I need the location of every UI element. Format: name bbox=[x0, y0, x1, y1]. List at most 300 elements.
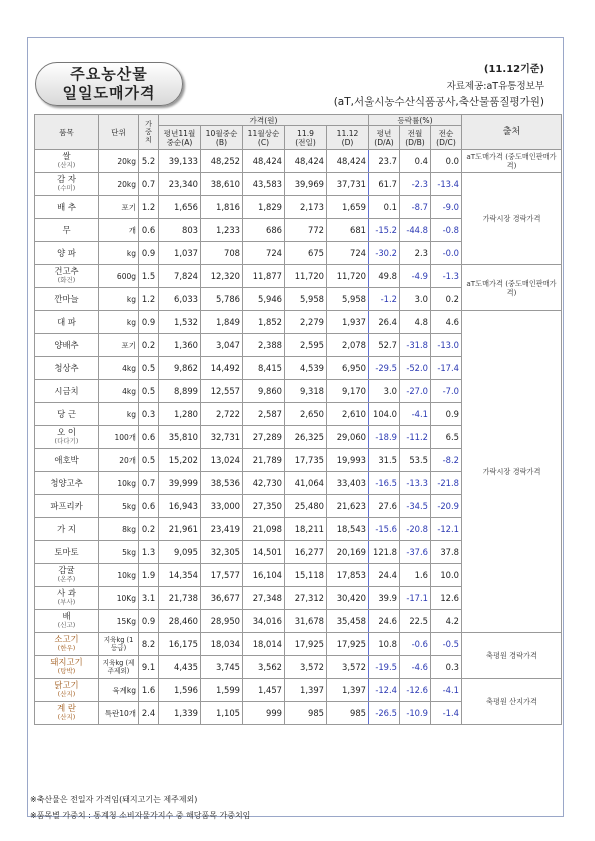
item-name-cell: 당 근 bbox=[35, 403, 99, 426]
rate-cell: 31.5 bbox=[369, 449, 400, 472]
header-price-col: 10월중순 (B) bbox=[201, 126, 243, 150]
rate-cell: -10.9 bbox=[400, 702, 431, 725]
rate-cell: 27.6 bbox=[369, 495, 400, 518]
price-cell: 1,599 bbox=[201, 679, 243, 702]
weight-cell: 3.1 bbox=[139, 587, 159, 610]
table-row bbox=[35, 633, 562, 656]
price-cell: 26,325 bbox=[285, 426, 327, 449]
rate-cell: -21.8 bbox=[431, 472, 462, 495]
price-cell: 1,397 bbox=[327, 679, 369, 702]
source-cell: aT도매가격 (중도매인판매가격) bbox=[462, 265, 562, 311]
unit-cell: 20kg bbox=[99, 150, 139, 173]
rate-cell: 1.6 bbox=[400, 564, 431, 587]
rate-cell: 10.8 bbox=[369, 633, 400, 656]
item-name-cell: 오 이 (다다기) bbox=[35, 426, 99, 449]
price-cell: 803 bbox=[159, 219, 201, 242]
price-cell: 37,731 bbox=[327, 173, 369, 196]
price-cell: 27,348 bbox=[243, 587, 285, 610]
price-cell: 17,853 bbox=[327, 564, 369, 587]
price-cell: 1,659 bbox=[327, 196, 369, 219]
weight-cell: 0.9 bbox=[139, 242, 159, 265]
rate-cell: -29.5 bbox=[369, 357, 400, 380]
rate-cell: 6.5 bbox=[431, 426, 462, 449]
price-cell: 9,860 bbox=[243, 380, 285, 403]
table-row bbox=[35, 311, 562, 334]
footnote-weights: ※품목별 가중치 : 통계청 소비자물가지수 중 해당품목 가중치임 bbox=[30, 811, 251, 820]
report-title-badge bbox=[35, 62, 183, 106]
data-source: 자료제공:aT유통정보부 bbox=[446, 81, 544, 92]
price-cell: 1,849 bbox=[201, 311, 243, 334]
price-cell: 20,169 bbox=[327, 541, 369, 564]
price-cell: 15,202 bbox=[159, 449, 201, 472]
price-cell: 985 bbox=[327, 702, 369, 725]
price-cell: 724 bbox=[327, 242, 369, 265]
price-cell: 39,999 bbox=[159, 472, 201, 495]
item-name-cell: 쌀 (산지) bbox=[35, 150, 99, 173]
header-rate-col: 평년 (D/A) bbox=[369, 126, 400, 150]
rate-cell: -0.6 bbox=[400, 633, 431, 656]
price-cell: 5,946 bbox=[243, 288, 285, 311]
item-name-cell: 감 자 (수미) bbox=[35, 173, 99, 196]
item-name-cell: 청상추 bbox=[35, 357, 99, 380]
rate-cell: 37.8 bbox=[431, 541, 462, 564]
item-name-cell: 대 파 bbox=[35, 311, 99, 334]
price-cell: 686 bbox=[243, 219, 285, 242]
table-row bbox=[35, 150, 562, 173]
price-cell: 8,899 bbox=[159, 380, 201, 403]
price-cell: 1,360 bbox=[159, 334, 201, 357]
data-source-agencies: (aT,서울시농수산식품공사,축산물품질평가원) bbox=[333, 96, 544, 108]
rate-cell: -11.2 bbox=[400, 426, 431, 449]
rate-cell: 24.6 bbox=[369, 610, 400, 633]
rate-cell: -31.8 bbox=[400, 334, 431, 357]
price-cell: 3,572 bbox=[327, 656, 369, 679]
rate-cell: -2.3 bbox=[400, 173, 431, 196]
item-name-cell: 파프리카 bbox=[35, 495, 99, 518]
rate-cell: -12.1 bbox=[431, 518, 462, 541]
unit-cell: 100개 bbox=[99, 426, 139, 449]
rate-cell: -0.8 bbox=[431, 219, 462, 242]
rate-cell: -18.9 bbox=[369, 426, 400, 449]
price-cell: 28,460 bbox=[159, 610, 201, 633]
price-cell: 4,539 bbox=[285, 357, 327, 380]
price-cell: 2,279 bbox=[285, 311, 327, 334]
rate-cell: -15.2 bbox=[369, 219, 400, 242]
unit-cell: 4kg bbox=[99, 357, 139, 380]
price-cell: 11,720 bbox=[285, 265, 327, 288]
rate-cell: 4.2 bbox=[431, 610, 462, 633]
rate-cell: 49.8 bbox=[369, 265, 400, 288]
rate-cell: 12.6 bbox=[431, 587, 462, 610]
price-cell: 708 bbox=[201, 242, 243, 265]
weight-cell: 8.2 bbox=[139, 633, 159, 656]
price-cell: 17,735 bbox=[285, 449, 327, 472]
rate-cell: 39.9 bbox=[369, 587, 400, 610]
price-cell: 28,950 bbox=[201, 610, 243, 633]
unit-cell: 4kg bbox=[99, 380, 139, 403]
price-cell: 16,943 bbox=[159, 495, 201, 518]
price-cell: 48,424 bbox=[285, 150, 327, 173]
price-cell: 25,480 bbox=[285, 495, 327, 518]
header-item: 품목 bbox=[35, 115, 99, 150]
unit-cell: 포기 bbox=[99, 334, 139, 357]
rate-cell: -1.2 bbox=[369, 288, 400, 311]
rate-cell: 0.0 bbox=[431, 150, 462, 173]
rate-cell: 2.3 bbox=[400, 242, 431, 265]
price-cell: 41,064 bbox=[285, 472, 327, 495]
item-name-cell: 애호박 bbox=[35, 449, 99, 472]
price-cell: 999 bbox=[243, 702, 285, 725]
rate-cell: 53.5 bbox=[400, 449, 431, 472]
unit-cell: kg bbox=[99, 311, 139, 334]
item-name-cell: 돼지고기 (탕박) bbox=[35, 656, 99, 679]
price-cell: 675 bbox=[285, 242, 327, 265]
header-price-col: 11.9 (전일) bbox=[285, 126, 327, 150]
unit-cell: 20kg bbox=[99, 173, 139, 196]
rate-cell: 0.9 bbox=[431, 403, 462, 426]
unit-cell: 10kg bbox=[99, 564, 139, 587]
item-name-cell: 배 추 bbox=[35, 196, 99, 219]
price-cell: 23,419 bbox=[201, 518, 243, 541]
price-cell: 985 bbox=[285, 702, 327, 725]
price-cell: 2,173 bbox=[285, 196, 327, 219]
price-cell: 6,033 bbox=[159, 288, 201, 311]
unit-cell: 15Kg bbox=[99, 610, 139, 633]
rate-cell: -30.2 bbox=[369, 242, 400, 265]
price-cell: 5,958 bbox=[285, 288, 327, 311]
price-cell: 18,034 bbox=[201, 633, 243, 656]
price-cell: 1,937 bbox=[327, 311, 369, 334]
rate-cell: -52.0 bbox=[400, 357, 431, 380]
weight-cell: 0.9 bbox=[139, 610, 159, 633]
rate-cell: -4.1 bbox=[431, 679, 462, 702]
weight-cell: 0.6 bbox=[139, 426, 159, 449]
weight-cell: 0.6 bbox=[139, 219, 159, 242]
weight-cell: 1.2 bbox=[139, 288, 159, 311]
header-weight: 가중치 bbox=[139, 115, 159, 150]
price-cell: 27,350 bbox=[243, 495, 285, 518]
price-cell: 21,738 bbox=[159, 587, 201, 610]
price-cell: 30,420 bbox=[327, 587, 369, 610]
price-cell: 2,587 bbox=[243, 403, 285, 426]
price-cell: 11,720 bbox=[327, 265, 369, 288]
rate-cell: 26.4 bbox=[369, 311, 400, 334]
unit-cell: 5kg bbox=[99, 495, 139, 518]
price-cell: 2,610 bbox=[327, 403, 369, 426]
price-cell: 36,677 bbox=[201, 587, 243, 610]
header-rate-col: 전월 (D/B) bbox=[400, 126, 431, 150]
price-cell: 6,950 bbox=[327, 357, 369, 380]
unit-cell: 개 bbox=[99, 219, 139, 242]
unit-cell: 특란10개 bbox=[99, 702, 139, 725]
unit-cell: 8kg bbox=[99, 518, 139, 541]
source-cell: aT도매가격 (중도매인판매가격) bbox=[462, 150, 562, 173]
price-cell: 3,562 bbox=[243, 656, 285, 679]
price-cell: 724 bbox=[243, 242, 285, 265]
rate-cell: 52.7 bbox=[369, 334, 400, 357]
header-price-col: 11.12 (D) bbox=[327, 126, 369, 150]
price-cell: 1,596 bbox=[159, 679, 201, 702]
price-cell: 32,731 bbox=[201, 426, 243, 449]
price-cell: 7,824 bbox=[159, 265, 201, 288]
header-rate-col: 전순 (D/C) bbox=[431, 126, 462, 150]
rate-cell: 24.4 bbox=[369, 564, 400, 587]
unit-cell: kg bbox=[99, 403, 139, 426]
price-cell: 33,000 bbox=[201, 495, 243, 518]
rate-cell: 0.1 bbox=[369, 196, 400, 219]
price-cell: 9,862 bbox=[159, 357, 201, 380]
rate-cell: -1.3 bbox=[431, 265, 462, 288]
price-cell: 5,786 bbox=[201, 288, 243, 311]
price-cell: 14,492 bbox=[201, 357, 243, 380]
price-cell: 21,789 bbox=[243, 449, 285, 472]
unit-cell: 지육kg (제주제외) bbox=[99, 656, 139, 679]
price-cell: 27,312 bbox=[285, 587, 327, 610]
price-cell: 1,233 bbox=[201, 219, 243, 242]
weight-cell: 0.5 bbox=[139, 449, 159, 472]
price-cell: 11,877 bbox=[243, 265, 285, 288]
title-line-2: 일일도매가격 bbox=[62, 84, 156, 102]
price-cell: 1,037 bbox=[159, 242, 201, 265]
price-cell: 4,435 bbox=[159, 656, 201, 679]
price-cell: 29,060 bbox=[327, 426, 369, 449]
rate-cell: 121.8 bbox=[369, 541, 400, 564]
weight-cell: 5.2 bbox=[139, 150, 159, 173]
price-cell: 16,277 bbox=[285, 541, 327, 564]
header-unit: 단위 bbox=[99, 115, 139, 150]
price-cell: 3,047 bbox=[201, 334, 243, 357]
price-cell: 19,993 bbox=[327, 449, 369, 472]
weight-cell: 0.7 bbox=[139, 472, 159, 495]
price-cell: 31,678 bbox=[285, 610, 327, 633]
item-name-cell: 양 파 bbox=[35, 242, 99, 265]
price-cell: 16,104 bbox=[243, 564, 285, 587]
rate-cell: 4.6 bbox=[431, 311, 462, 334]
price-cell: 35,810 bbox=[159, 426, 201, 449]
weight-cell: 0.5 bbox=[139, 357, 159, 380]
item-name-cell: 감귤 (온주) bbox=[35, 564, 99, 587]
price-cell: 14,501 bbox=[243, 541, 285, 564]
rate-cell: 4.8 bbox=[400, 311, 431, 334]
table-row bbox=[35, 679, 562, 702]
price-cell: 48,252 bbox=[201, 150, 243, 173]
weight-cell: 0.2 bbox=[139, 334, 159, 357]
rate-cell: -4.9 bbox=[400, 265, 431, 288]
price-cell: 681 bbox=[327, 219, 369, 242]
price-cell: 1,829 bbox=[243, 196, 285, 219]
rate-cell: -15.6 bbox=[369, 518, 400, 541]
price-cell: 17,577 bbox=[201, 564, 243, 587]
weight-cell: 9.1 bbox=[139, 656, 159, 679]
weight-cell: 1.6 bbox=[139, 679, 159, 702]
item-name-cell: 건고추 (화건) bbox=[35, 265, 99, 288]
source-cell: 축평원 산지가격 bbox=[462, 679, 562, 725]
rate-cell: -19.5 bbox=[369, 656, 400, 679]
table-row bbox=[35, 173, 562, 196]
header-price-col: 평년11월 중순(A) bbox=[159, 126, 201, 150]
price-cell: 21,098 bbox=[243, 518, 285, 541]
weight-cell: 0.5 bbox=[139, 380, 159, 403]
price-cell: 1,280 bbox=[159, 403, 201, 426]
weight-cell: 1.3 bbox=[139, 541, 159, 564]
header-price-col: 11월상순 (C) bbox=[243, 126, 285, 150]
unit-cell: 20개 bbox=[99, 449, 139, 472]
unit-cell: 포기 bbox=[99, 196, 139, 219]
price-cell: 1,105 bbox=[201, 702, 243, 725]
item-name-cell: 토마토 bbox=[35, 541, 99, 564]
price-cell: 38,536 bbox=[201, 472, 243, 495]
price-cell: 8,415 bbox=[243, 357, 285, 380]
price-cell: 16,175 bbox=[159, 633, 201, 656]
rate-cell: 0.3 bbox=[431, 656, 462, 679]
price-cell: 39,133 bbox=[159, 150, 201, 173]
unit-cell: 5kg bbox=[99, 541, 139, 564]
price-cell: 14,354 bbox=[159, 564, 201, 587]
weight-cell: 1.2 bbox=[139, 196, 159, 219]
item-name-cell: 무 bbox=[35, 219, 99, 242]
weight-cell: 0.7 bbox=[139, 173, 159, 196]
rate-cell: -27.0 bbox=[400, 380, 431, 403]
unit-cell: 10kg bbox=[99, 472, 139, 495]
rate-cell: -0.0 bbox=[431, 242, 462, 265]
price-cell: 21,961 bbox=[159, 518, 201, 541]
source-cell: 가락시장 경락가격 bbox=[462, 173, 562, 265]
unit-cell: 지육kg (1등급) bbox=[99, 633, 139, 656]
title-line-1: 주요농산물 bbox=[70, 65, 148, 83]
price-table bbox=[34, 114, 562, 725]
rate-cell: -0.5 bbox=[431, 633, 462, 656]
rate-cell: -20.8 bbox=[400, 518, 431, 541]
rate-cell: -13.3 bbox=[400, 472, 431, 495]
price-cell: 18,211 bbox=[285, 518, 327, 541]
item-name-cell: 닭고기 (산지) bbox=[35, 679, 99, 702]
rate-cell: -44.8 bbox=[400, 219, 431, 242]
price-cell: 12,320 bbox=[201, 265, 243, 288]
price-cell: 17,925 bbox=[327, 633, 369, 656]
price-cell: 32,305 bbox=[201, 541, 243, 564]
item-name-cell: 가 지 bbox=[35, 518, 99, 541]
price-cell: 1,532 bbox=[159, 311, 201, 334]
unit-cell: 육계kg bbox=[99, 679, 139, 702]
price-cell: 1,457 bbox=[243, 679, 285, 702]
price-cell: 17,925 bbox=[285, 633, 327, 656]
price-cell: 1,816 bbox=[201, 196, 243, 219]
price-cell: 2,722 bbox=[201, 403, 243, 426]
header-rate-group: 등락률(%) bbox=[369, 115, 462, 126]
rate-cell: -1.4 bbox=[431, 702, 462, 725]
rate-cell: 0.4 bbox=[400, 150, 431, 173]
item-name-cell: 시금치 bbox=[35, 380, 99, 403]
price-cell: 9,095 bbox=[159, 541, 201, 564]
price-cell: 27,289 bbox=[243, 426, 285, 449]
price-cell: 3,745 bbox=[201, 656, 243, 679]
price-cell: 33,403 bbox=[327, 472, 369, 495]
rate-cell: 61.7 bbox=[369, 173, 400, 196]
rate-cell: 0.2 bbox=[431, 288, 462, 311]
price-cell: 34,016 bbox=[243, 610, 285, 633]
price-cell: 18,014 bbox=[243, 633, 285, 656]
weight-cell: 2.4 bbox=[139, 702, 159, 725]
price-cell: 13,024 bbox=[201, 449, 243, 472]
weight-cell: 0.6 bbox=[139, 495, 159, 518]
rate-cell: -4.6 bbox=[400, 656, 431, 679]
table-row bbox=[35, 265, 562, 288]
item-name-cell: 깐마늘 bbox=[35, 288, 99, 311]
price-cell: 9,170 bbox=[327, 380, 369, 403]
source-cell: 축평원 경락가격 bbox=[462, 633, 562, 679]
rate-cell: -12.6 bbox=[400, 679, 431, 702]
price-cell: 1,397 bbox=[285, 679, 327, 702]
rate-cell: -13.4 bbox=[431, 173, 462, 196]
rate-cell: -8.7 bbox=[400, 196, 431, 219]
price-cell: 42,730 bbox=[243, 472, 285, 495]
source-cell: 가락시장 경락가격 bbox=[462, 311, 562, 633]
price-cell: 38,610 bbox=[201, 173, 243, 196]
price-cell: 15,118 bbox=[285, 564, 327, 587]
weight-cell: 1.9 bbox=[139, 564, 159, 587]
rate-cell: -4.1 bbox=[400, 403, 431, 426]
rate-cell: 104.0 bbox=[369, 403, 400, 426]
rate-cell: -17.1 bbox=[400, 587, 431, 610]
rate-cell: 10.0 bbox=[431, 564, 462, 587]
weight-cell: 1.5 bbox=[139, 265, 159, 288]
unit-cell: kg bbox=[99, 288, 139, 311]
price-cell: 35,458 bbox=[327, 610, 369, 633]
header-price-group: 가격(원) bbox=[159, 115, 369, 126]
basis-date: (11.12기준) bbox=[483, 64, 544, 75]
item-name-cell: 배 (신고) bbox=[35, 610, 99, 633]
price-cell: 12,557 bbox=[201, 380, 243, 403]
price-cell: 48,424 bbox=[327, 150, 369, 173]
weight-cell: 0.2 bbox=[139, 518, 159, 541]
price-cell: 1,852 bbox=[243, 311, 285, 334]
item-name-cell: 청양고추 bbox=[35, 472, 99, 495]
rate-cell: -9.0 bbox=[431, 196, 462, 219]
price-cell: 5,958 bbox=[327, 288, 369, 311]
price-cell: 18,543 bbox=[327, 518, 369, 541]
rate-cell: -37.6 bbox=[400, 541, 431, 564]
price-cell: 2,650 bbox=[285, 403, 327, 426]
price-cell: 1,339 bbox=[159, 702, 201, 725]
rate-cell: 3.0 bbox=[400, 288, 431, 311]
item-name-cell: 소고기 (한우) bbox=[35, 633, 99, 656]
rate-cell: 23.7 bbox=[369, 150, 400, 173]
rate-cell: -12.4 bbox=[369, 679, 400, 702]
price-cell: 23,340 bbox=[159, 173, 201, 196]
rate-cell: -34.5 bbox=[400, 495, 431, 518]
weight-cell: 0.3 bbox=[139, 403, 159, 426]
weight-cell: 0.9 bbox=[139, 311, 159, 334]
item-name-cell: 양배추 bbox=[35, 334, 99, 357]
rate-cell: 22.5 bbox=[400, 610, 431, 633]
rate-cell: -17.4 bbox=[431, 357, 462, 380]
rate-cell: -13.0 bbox=[431, 334, 462, 357]
rate-cell: -8.2 bbox=[431, 449, 462, 472]
price-cell: 43,583 bbox=[243, 173, 285, 196]
unit-cell: kg bbox=[99, 242, 139, 265]
rate-cell: 3.0 bbox=[369, 380, 400, 403]
price-cell: 48,424 bbox=[243, 150, 285, 173]
price-cell: 21,623 bbox=[327, 495, 369, 518]
rate-cell: -26.5 bbox=[369, 702, 400, 725]
price-cell: 772 bbox=[285, 219, 327, 242]
price-cell: 2,388 bbox=[243, 334, 285, 357]
price-cell: 3,572 bbox=[285, 656, 327, 679]
price-cell: 2,078 bbox=[327, 334, 369, 357]
item-name-cell: 사 과 (부사) bbox=[35, 587, 99, 610]
price-cell: 2,595 bbox=[285, 334, 327, 357]
rate-cell: -20.9 bbox=[431, 495, 462, 518]
